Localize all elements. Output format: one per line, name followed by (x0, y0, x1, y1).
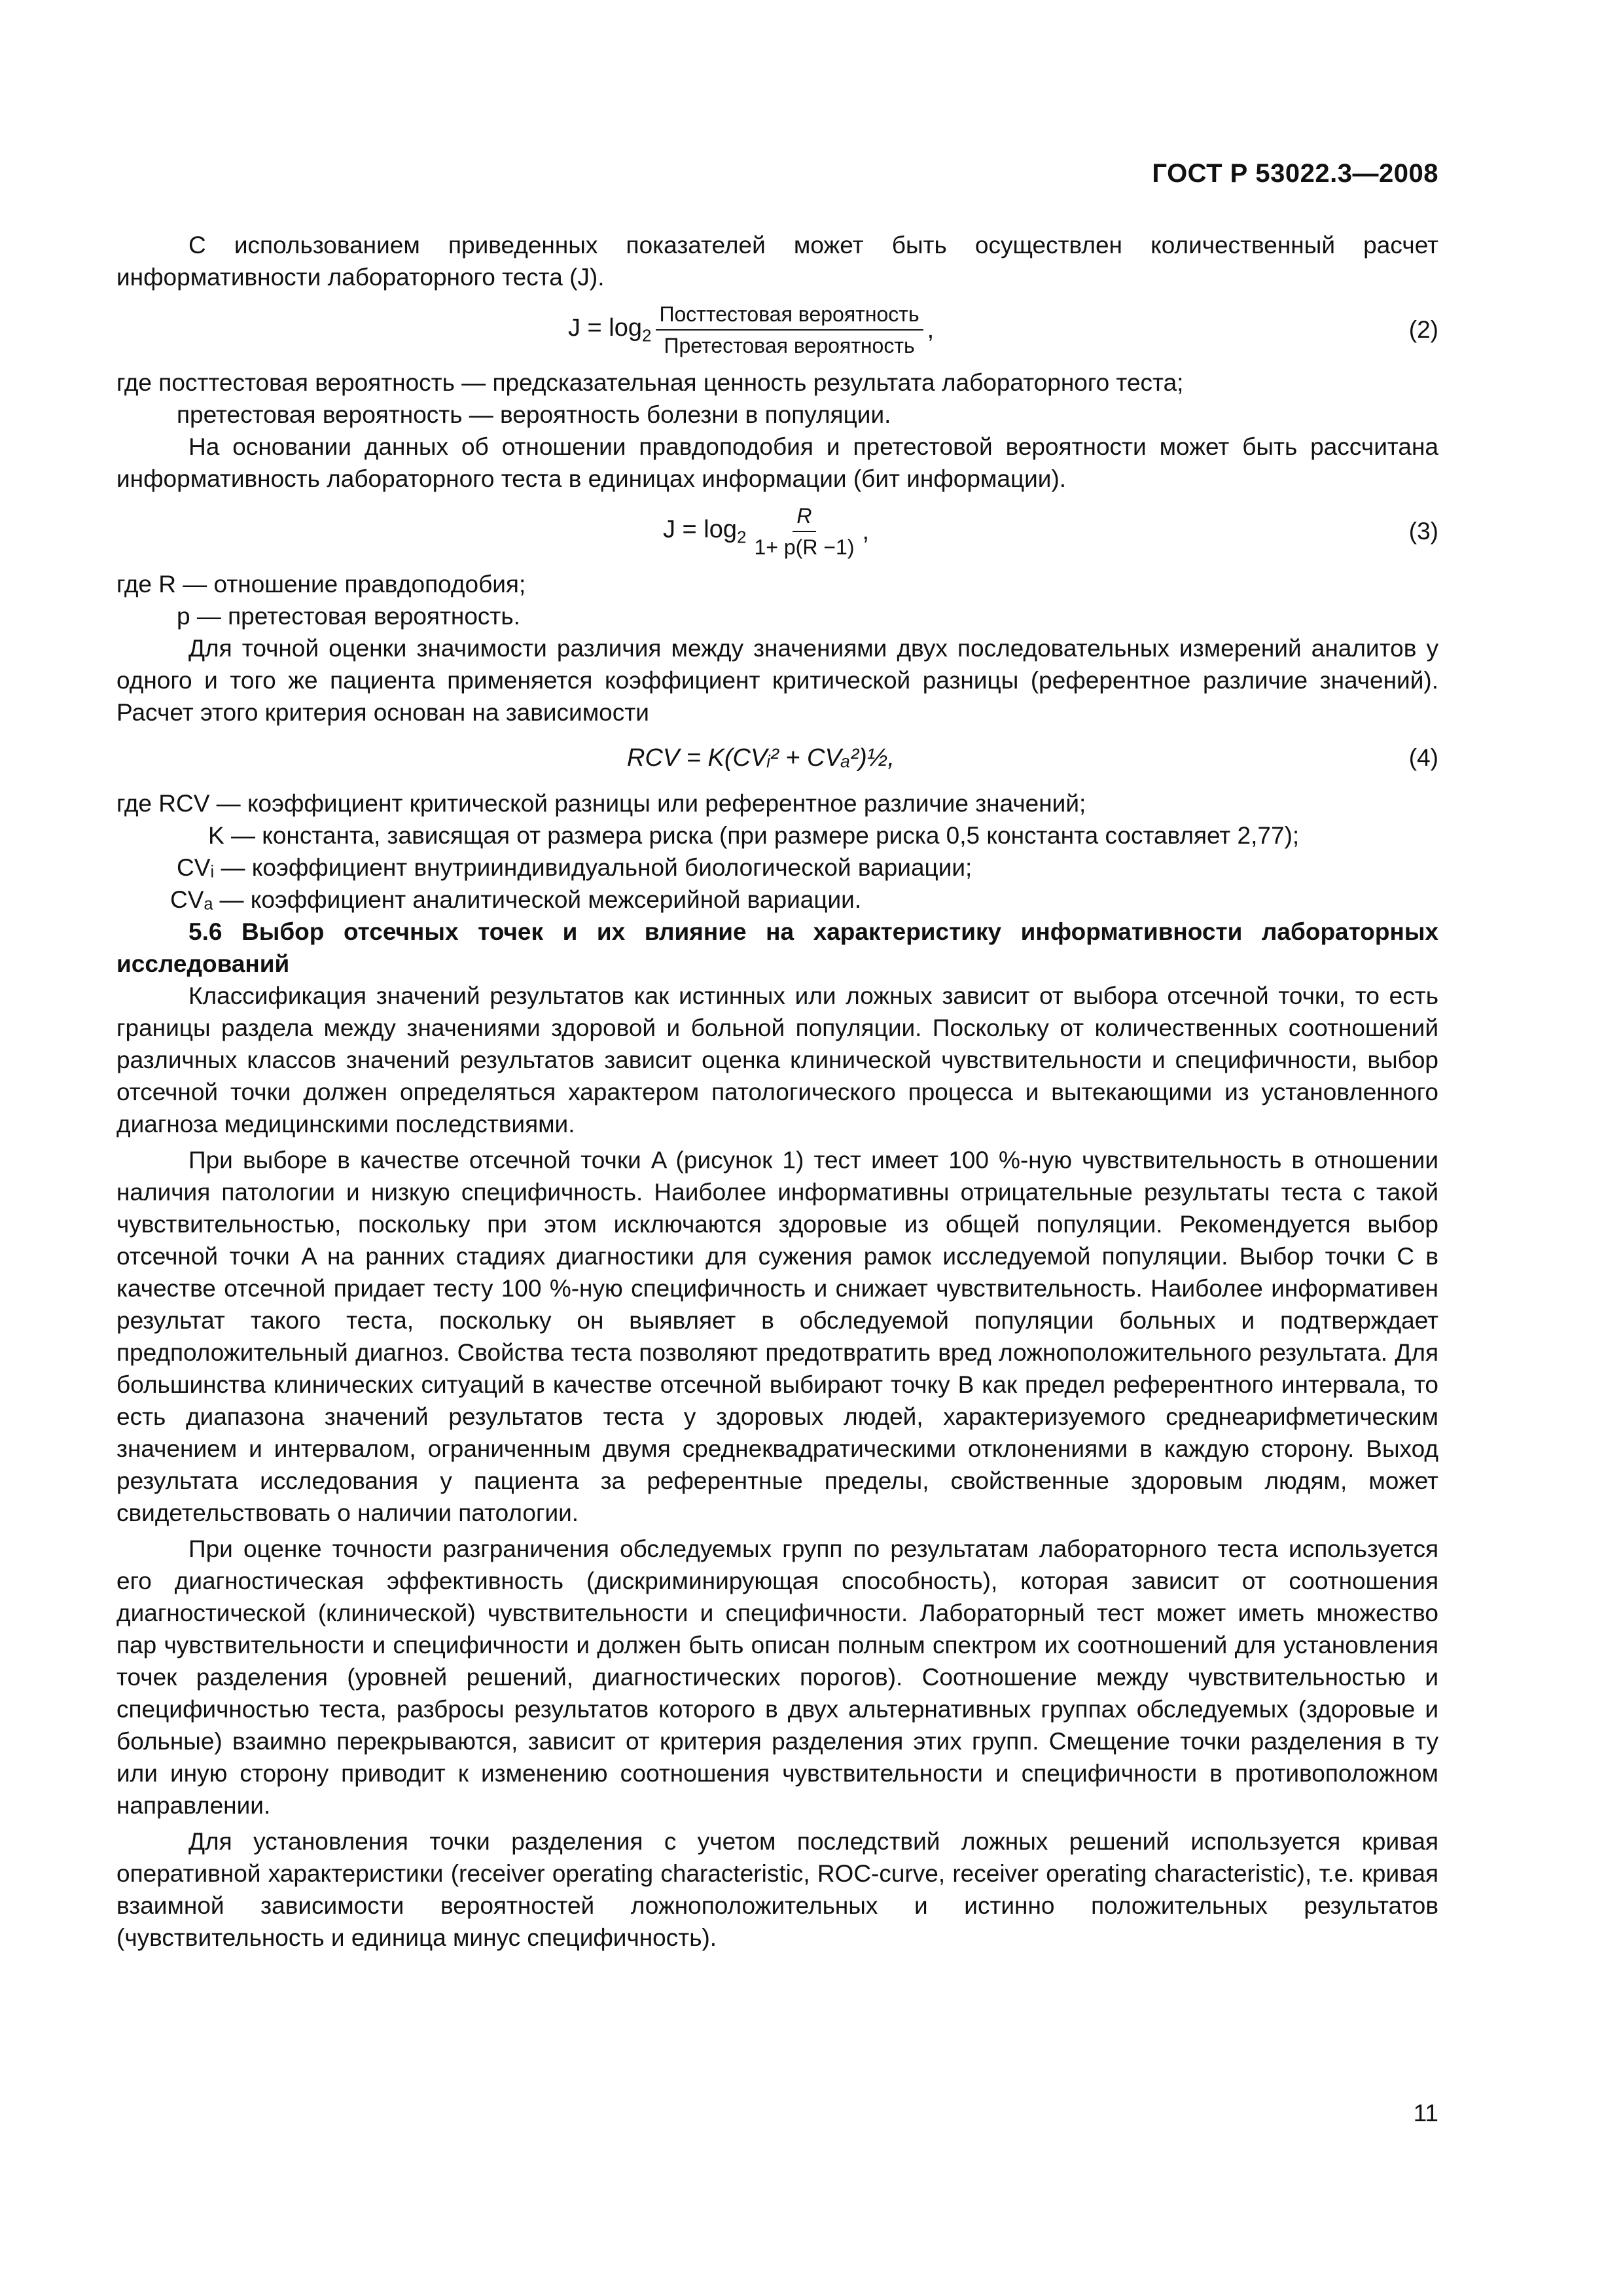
definitions-3 (116, 568, 1438, 632)
definition-line: CVᵢ — коэффициент внутрииндивидуальной биологической вариации; (177, 854, 972, 881)
formula-3-lhs: J = log (663, 515, 738, 543)
formula-4-number: (4) (1408, 744, 1438, 771)
definition-line: p — претестовая вероятность. (177, 603, 520, 630)
definitions-2 (116, 367, 1438, 431)
formula-4 (116, 728, 1438, 787)
formula-3-expression (663, 495, 869, 568)
definition-line: CVₐ — коэффициент аналитической межсерийной вариации. (170, 886, 862, 913)
formula-2-tail: , (927, 315, 935, 344)
body-paragraph: При оценке точности разграничения обследуемых групп по результатам лабораторного теста используется его диагностическая эффективность (дискриминирующая способность), которая зависит от соотношения диагностической (клинической) чувствительности и специфичности. Лабораторный тест может иметь множество пар чувствительности и специфичности и должен быть описан полным спектром их соотношений для установления точек разделения (уровней решений, диагностических порогов). Соотношение между чувствительностью и специфичностью теста, разбросы результатов которого в двух альтернативных группах обследуемых (здоровые и больные) взаимно перекрываются, зависит от критерия разделения этих групп. Смещение точки разделения в ту или иную сторону приводит к изменению соотношения чувствительности и специфичности в противоположном направлении. (116, 1535, 1438, 1819)
definition-line: где посттестовая вероятность — предсказательная ценность результата лабораторного теста; (116, 369, 1184, 396)
definition-line: претестовая вероятность — вероятность болезни в популяции. (177, 401, 891, 428)
page-content (116, 229, 1438, 1954)
formula-3-numerator: R (793, 502, 815, 532)
body-paragraph: При выборе в качестве отсечной точки A (рисунок 1) тест имеет 100 %-ную чувствительность в отношении наличия патологии и низкую специфичность. Наиболее информативны отрицательные результаты теста с такой чувствительностью, поскольку при этом исключаются здоровые из общей популяции. Рекомендуется выбор отсечной точки A на ранних стадиях диагностики для сужения рамок исследуемой популяции. Выбор точки C в качестве отсечной придает тесту 100 %-ную специфичность и снижает чувствительность. Наиболее информативен результат такого теста, поскольку он выявляет в обследуемой популяции больных и подтверждает предположительный диагноз. Свойства теста позволяют предотвратить вред ложноположительного результата. Для большинства клинических ситуаций в качестве отсечной выбирают точку B как предел референтного интервала, то есть диапазона значений результатов теста у здоровых людей, характеризуемого среднеарифметическим значением и интервалом, ограниченным двумя среднеквадратическими отклонениями в каждую сторону. Выход результата исследования у пациента за референтные пределы, свойственные здоровым людям, может свидетельствовать о наличии патологии. (116, 1147, 1438, 1526)
body-paragraph: Классификация значений результатов как истинных или ложных зависит от выбора отсечной точки, то есть границы раздела между значениями здоровой и больной популяции. Поскольку от количественных соотношений различных классов значений результатов зависит оценка клинической чувствительности и специфичности, выбор отсечной точки должен определяться характером патологического процесса и вытекающими из установленного диагноза медицинскими последствиями. (116, 982, 1438, 1138)
document-page (116, 0, 1438, 2296)
definitions-4 (116, 787, 1438, 916)
paragraph-intro: С использованием приведенных показателей может быть осуществлен количественный расчет информативности лабораторного теста (J). (116, 232, 1438, 291)
formula-2-numerator: Посттестовая вероятность (656, 300, 923, 331)
formula-3-base: 2 (737, 527, 747, 547)
formula-3-number: (3) (1408, 518, 1438, 545)
page-number: 11 (1413, 2100, 1438, 2126)
formula-2-denominator: Претестовая вероятность (664, 334, 915, 357)
formula-2 (116, 293, 1438, 367)
formula-3-denominator: 1+ p(R −1) (754, 535, 855, 559)
definition-line: K — константа, зависящая от размера риска (при размере риска 0,5 константа составляет 2,77); (208, 822, 1300, 849)
formula-2-number: (2) (1408, 316, 1438, 343)
formula-2-base: 2 (642, 325, 652, 346)
paragraph-rcv: Для точной оценки значимости различия между значениями двух последовательных измерений аналитов у одного и того же пациента применяется коэффициент критической разницы (референтное различие значений). Расчет этого критерия основан на зависимости (116, 635, 1438, 726)
formula-4-expression: RCV = K(CVᵢ² + CVₐ²)½, (627, 744, 895, 772)
body-paragraph: Для установления точки разделения с учетом последствий ложных решений используется кривая оперативной характеристики (receiver operating characteristic, ROC-curve, receiver operating characteristic), т.е. кривая взаимной зависимости вероятностей ложноположительных и истинно положительных результатов (чувствительность и единица минус специфичность). (116, 1828, 1438, 1951)
paragraph-likelihood: На основании данных об отношении правдоподобия и претестовой вероятности может быть рассчитана информативность лабораторного теста в единицах информации (бит информации). (116, 433, 1438, 492)
document-header: ГОСТ Р 53022.3—2008 (1152, 159, 1438, 188)
formula-3-tail: , (862, 517, 870, 545)
section-heading: 5.6 Выбор отсечных точек и их влияние на характеристику информативности лабораторных исследований (116, 918, 1438, 977)
definition-line: где RCV — коэффициент критической разницы или референтное различие значений; (116, 790, 1086, 817)
formula-3 (116, 495, 1438, 568)
formula-2-lhs: J = log (568, 314, 643, 342)
formula-2-fraction (656, 300, 923, 359)
formula-2-expression (568, 293, 934, 367)
definition-line: где R — отношение правдоподобия; (116, 571, 526, 598)
formula-3-fraction (751, 502, 859, 561)
